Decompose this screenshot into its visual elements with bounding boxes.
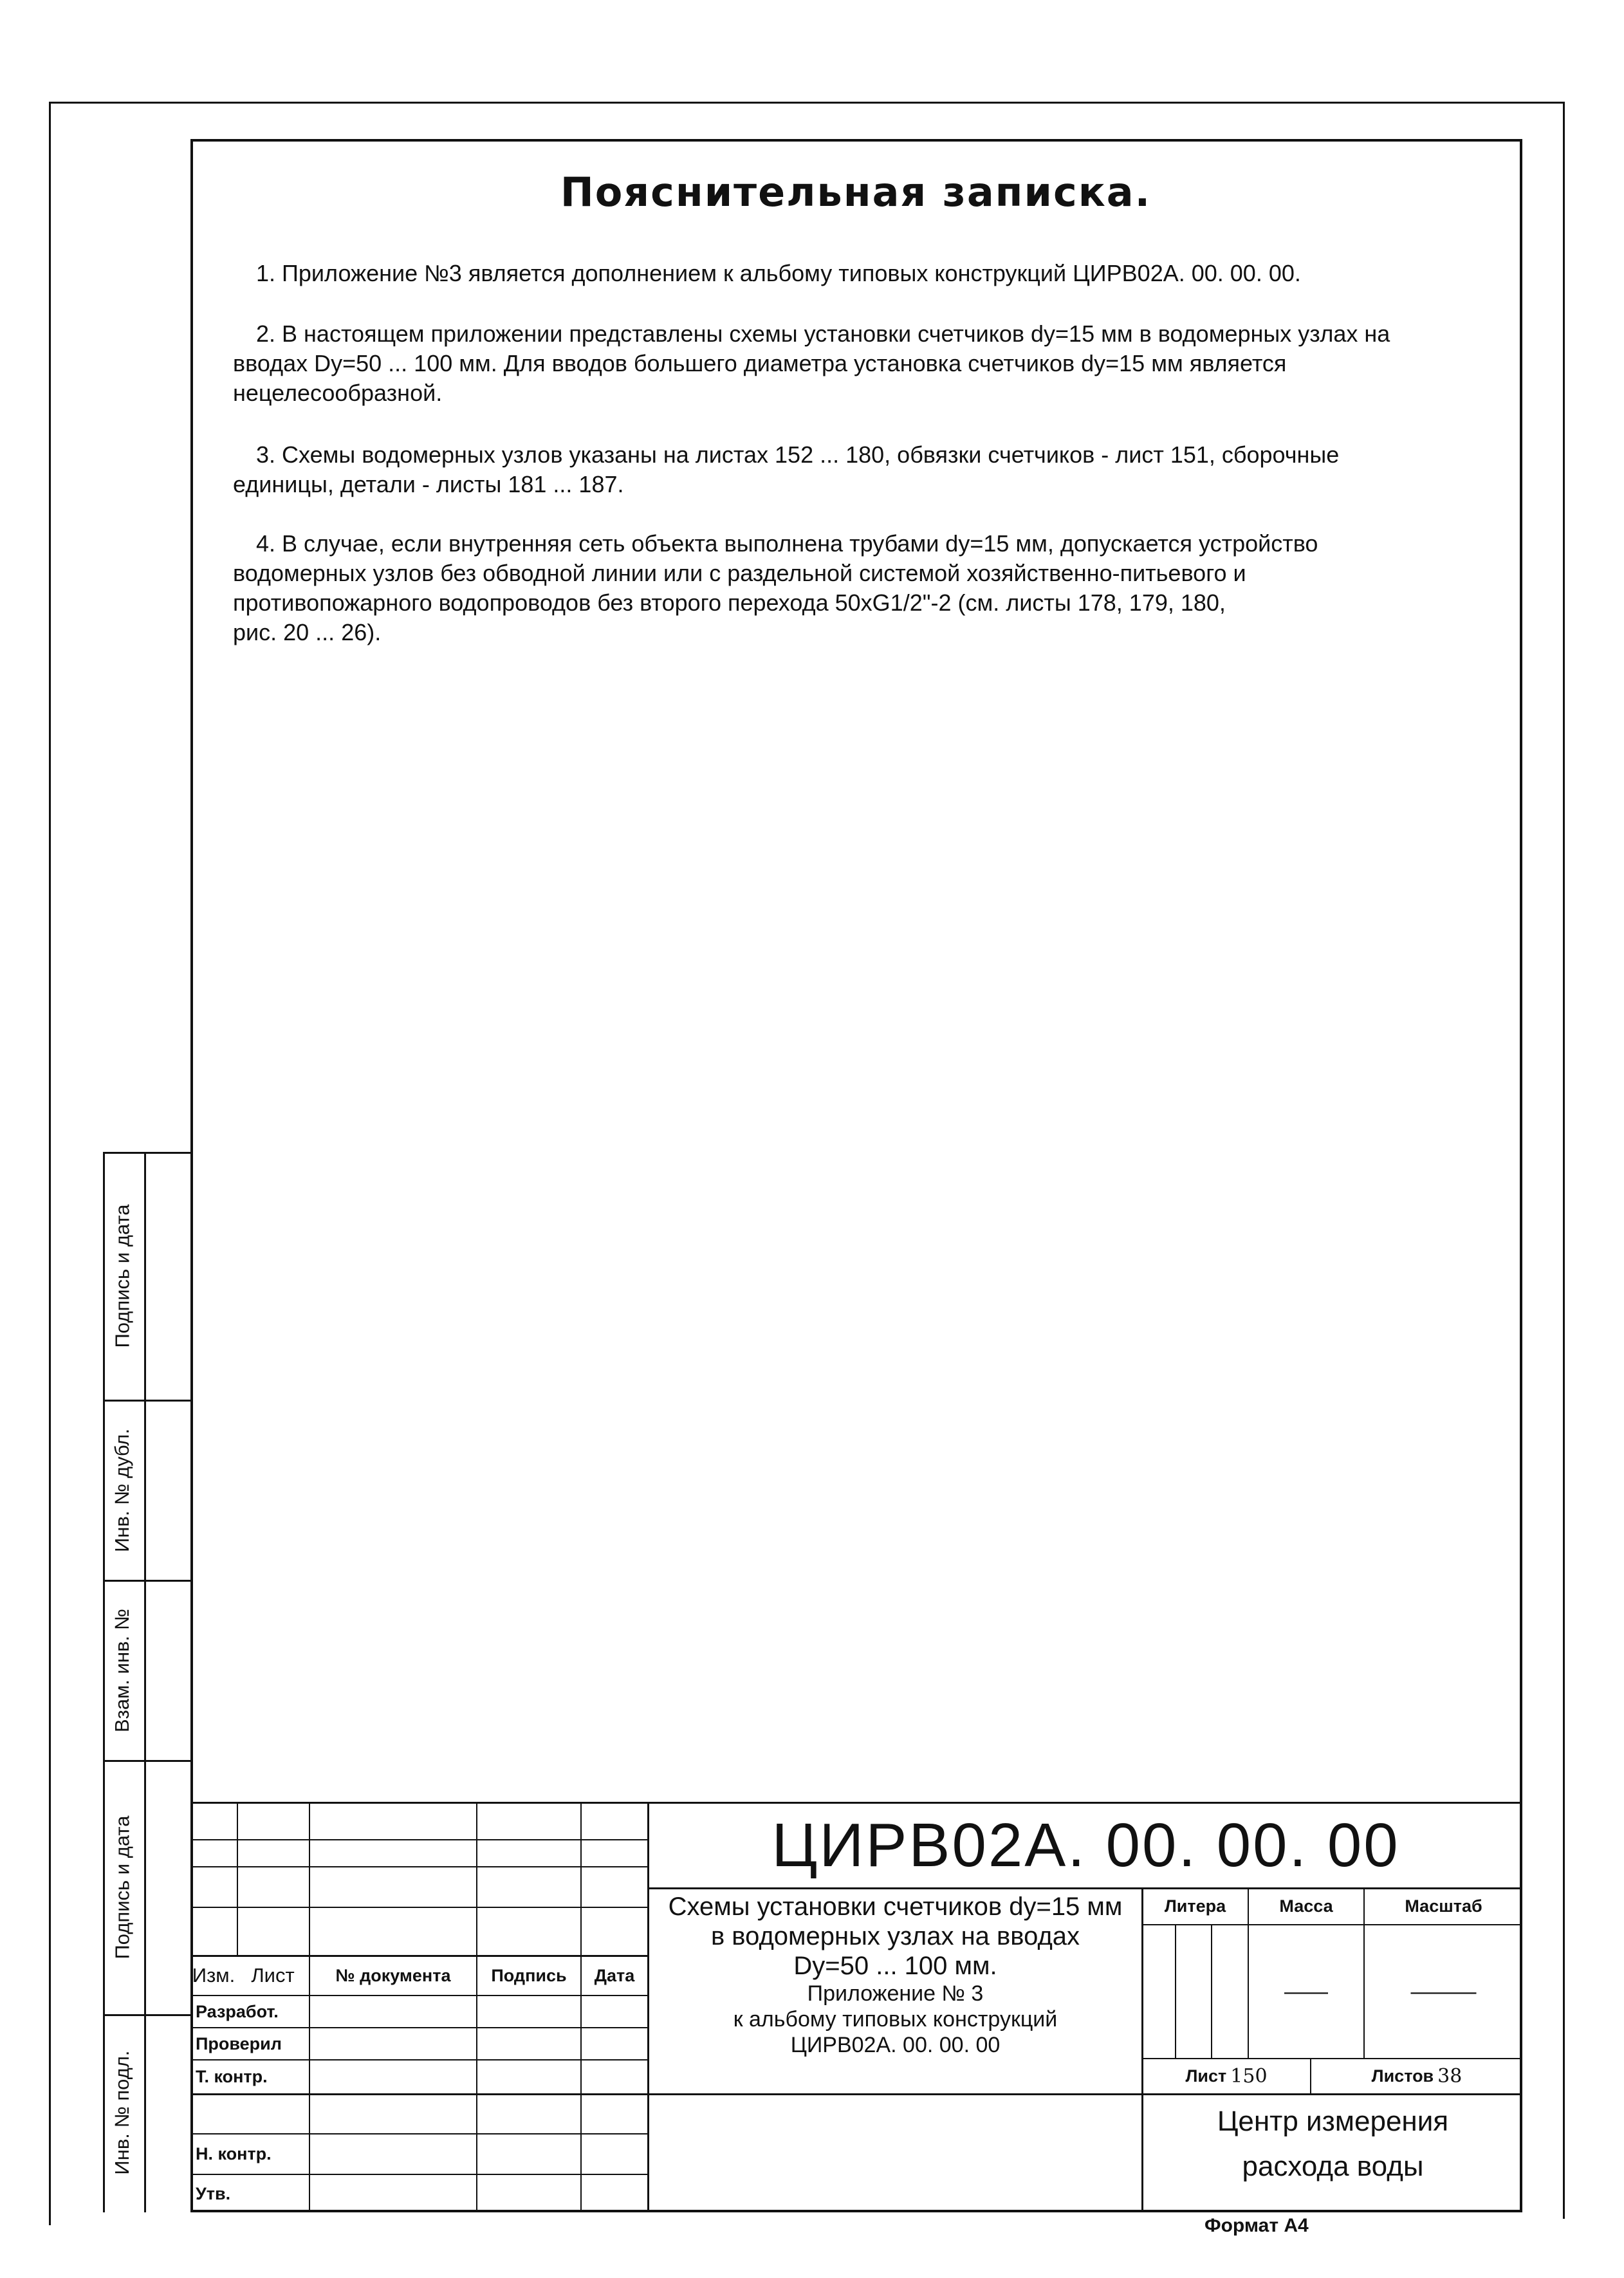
note-p3-rest: единицы, детали - листы 181 ... 187. [233,471,624,497]
desc-line-6: ЦИРВ02А. 00. 00. 00 [790,2033,1001,2057]
side-stamp-vzam-inv: Взам. инв. № [111,1608,133,1733]
role-n-kontr: Н. контр. [196,2144,272,2163]
col-izm: Изм. [192,1964,235,1986]
col-doc-number: № документа [335,1965,451,1985]
sheet-label: Лист [1185,2066,1227,2086]
note-paragraph-4 [233,529,1391,647]
outer-frame-top [49,102,1565,104]
col-date: Дата [594,1965,635,1985]
side-stamp [103,1152,193,2212]
note-p2-rest: вводах Dy=50 ... 100 мм. Для вводов большего диаметра установка счетчиков dy=15 мм является нецелесообразной. [233,350,1287,406]
masshtab-label: Масштаб [1405,1896,1482,1916]
desc-line-4: Приложение № 3 [807,1981,984,2006]
note-paragraph-2 [233,319,1494,408]
litera-label: Литера [1164,1896,1226,1916]
outer-frame-left [49,102,51,2225]
note-p4-line4: рис. 20 ... 26). [233,619,382,645]
role-utv: Утв. [196,2183,231,2203]
note-p4-line3: противопожарного водопроводов без второго перехода 50xG1/2"-2 (см. листы 178, 179, 180, [233,589,1226,616]
note-p3-line1: 3. Схемы водомерных узлов указаны на листах 152 ... 180, обвязки счетчиков - лист 151, сборочные [256,441,1340,468]
document-code: ЦИРВ02А. 00. 00. 00 [771,1811,1400,1880]
col-list: Лист [251,1964,295,1986]
org-line-1: Центр измерения [1217,2106,1449,2137]
sheets-total [1311,2059,1522,2093]
side-stamp-inv-podl: Инв. № подл. [111,2050,133,2175]
document-description [649,1892,1141,2093]
sheet-number [1143,2059,1310,2093]
side-stamp-inv-dubl: Инв. № дубл. [111,1429,133,1552]
organization [1143,2099,1522,2212]
massa-label: Масса [1279,1896,1333,1916]
org-line-2: расхода воды [1242,2151,1424,2182]
sheet-value: 150 [1230,2065,1268,2088]
massa-value: —— [1284,1979,1328,2004]
note-paragraph-3 [233,440,1494,499]
col-signature: Подпись [491,1965,567,1985]
desc-line-3: Dy=50 ... 100 мм. [793,1952,997,1980]
note-title: Пояснительная записка. [560,169,1152,216]
role-proveril: Проверил [196,2033,282,2053]
role-t-kontr: Т. контр. [196,2067,268,2086]
note-p4-line2: водомерных узлов без обводной линии или с раздельной системой хозяйственно-питьевого и [233,560,1246,586]
role-razrabot: Разработ. [196,2001,279,2021]
note-p2-line1: 2. В настоящем приложении представлены схемы установки счетчиков dy=15 мм в водомерных узлах на [256,320,1390,347]
sheets-label: Листов [1371,2066,1434,2086]
masshtab-value: ——— [1410,1979,1477,2004]
sheets-value: 38 [1437,2065,1463,2088]
outer-frame-right [1563,102,1565,2219]
note-p1-text: 1. Приложение №3 является дополнением к альбому типовых конструкций ЦИРВ02А. 00. 00. 00. [256,260,1301,286]
format-label: Формат А4 [1204,2215,1309,2236]
desc-line-1: Схемы установки счетчиков dy=15 мм [668,1893,1123,1921]
desc-line-5: к альбому типовых конструкций [733,2007,1058,2032]
side-stamp-sign-date-bottom: Подпись и дата [111,1815,134,1959]
side-stamp-sign-date-top: Подпись и дата [111,1204,134,1348]
title-block [190,1802,1522,2212]
note-p4-line1: 4. В случае, если внутренняя сеть объекта выполнена трубами dy=15 мм, допускается устройство [256,530,1318,557]
desc-line-2: в водомерных узлах на вводах [710,1922,1080,1950]
note-paragraph-1 [233,259,1494,288]
